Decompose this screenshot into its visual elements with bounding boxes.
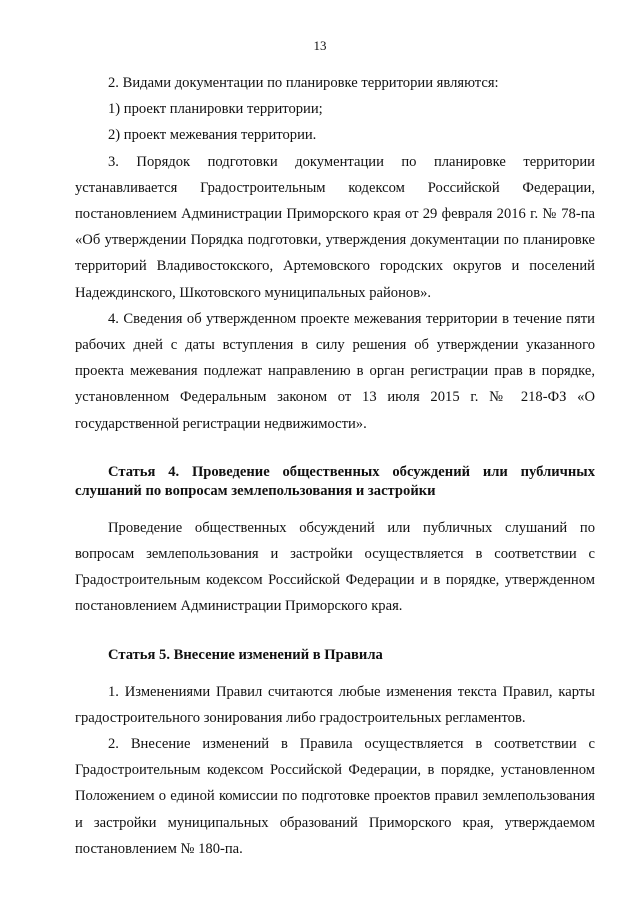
article-5-paragraph-1: 1. Изменениями Правил считаются любые изменения текста Правил, карты градостроительного зонирования либо градостроительных регламентов. [75, 683, 595, 726]
article-5-heading: Статья 5. Внесение изменений в Правила [108, 646, 383, 663]
page-content [75, 70, 595, 862]
paragraph-registration-info: 4. Сведения об утвержденном проекте межевания территории в течение пяти рабочих дней с даты вступления в силу решения об утверждении указанного проекта межевания подлежат направлению в орган регистрации прав в порядке, установленном Федеральным законом от 13 июля 2015 г. № 218-ФЗ «О государственной регистрации недвижимости». [75, 310, 595, 432]
article-4-text: Проведение общественных обсуждений или публичных слушаний по вопросам землепользования и застройки осуществляется в соответствии с Градостроительным кодексом Российской Федерации и в порядке, утвержденном постановлением Администрации Приморского края. [75, 519, 595, 615]
paragraph-planning-project: 1) проект планировки территории; [108, 101, 323, 118]
page-number: 13 [313, 38, 327, 53]
paragraph-doc-types: 2. Видами документации по планировке территории являются: [108, 75, 499, 91]
paragraph-surveying-project: 2) проект межевания территории. [108, 127, 317, 144]
article-4-heading: Статья 4. Проведение общественных обсуждений или публичных слушаний по вопросам землепользования и застройки [75, 463, 595, 499]
paragraph-preparation-procedure: 3. Порядок подготовки документации по планировке территории устанавливается Градостроительным кодексом Российской Федерации, постановлением Администрации Приморского края от 29 февраля 2016 г. № 78-па «Об утверждении Порядка подготовки, утверждения документации по планировке территорий Владивостокского, Артемовского городских округов и поселений Надеждинского, Шкотовского муниципальных районов». [75, 153, 595, 301]
article-5-paragraph-2: 2. Внесение изменений в Правила осуществляется в соответствии с Градостроительным кодексом Российской Федерации, в порядке, установленном Положением о единой комиссии по подготовке проектов правил землепользования и застройки муниципальных образований Приморского края, утверждаемом постановлением № 180-па. [75, 736, 595, 857]
